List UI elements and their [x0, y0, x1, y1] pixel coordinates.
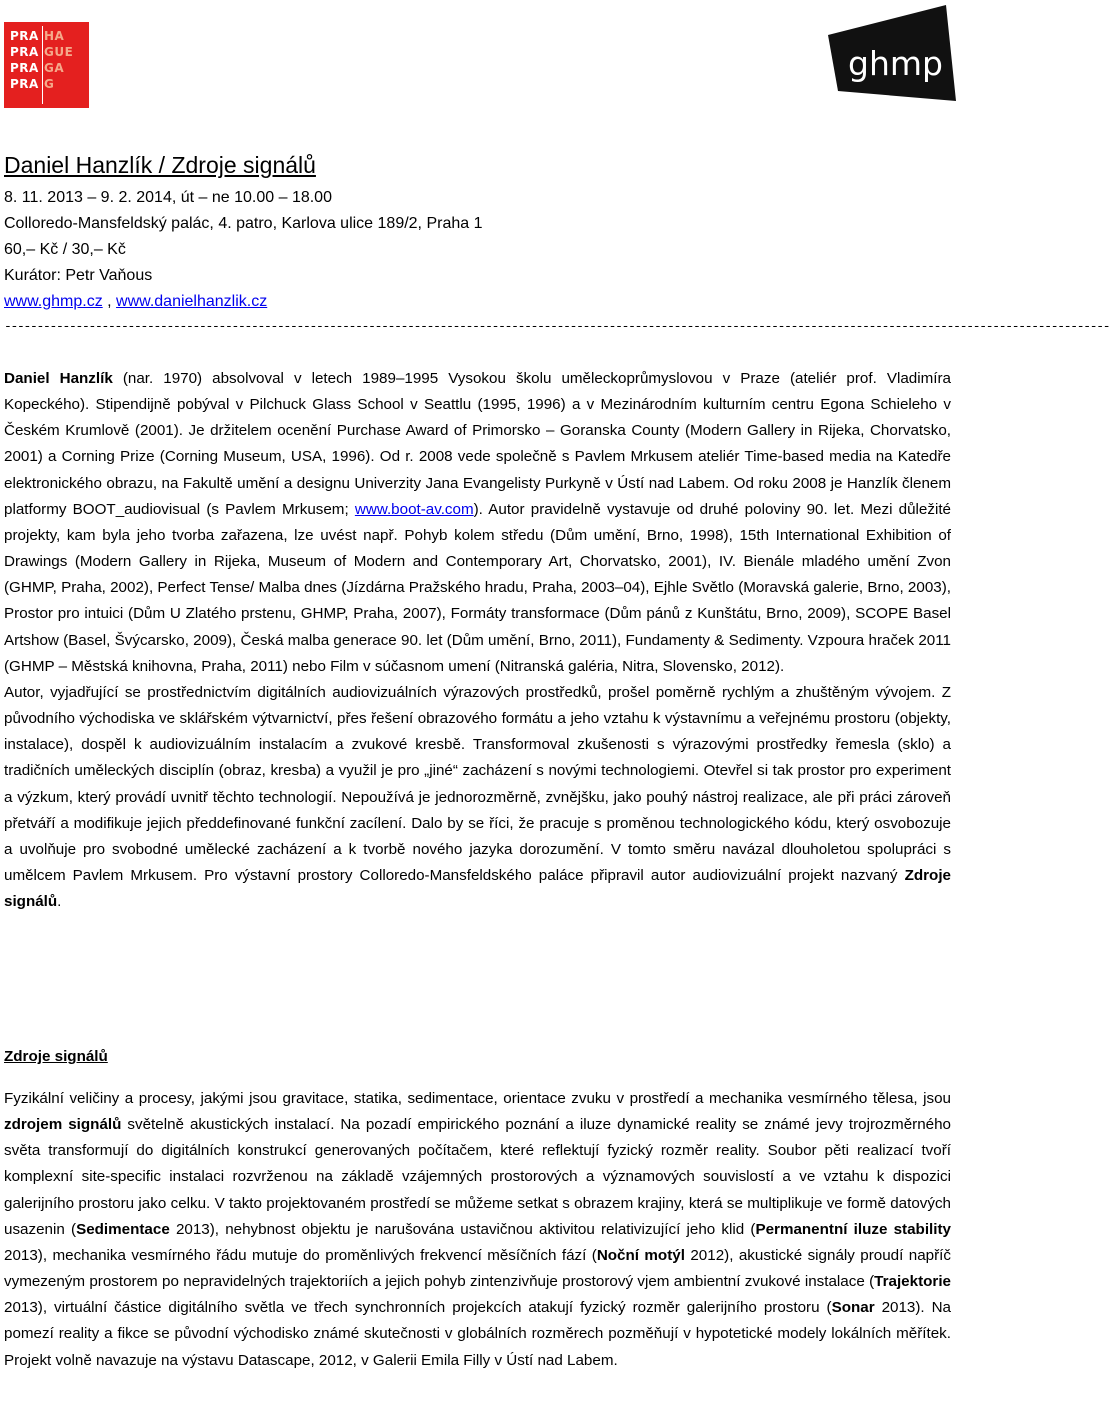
- praha-logo-line: [10, 44, 73, 60]
- praha-logo-line: [10, 28, 73, 44]
- s2-bold-6: Sonar: [831, 1299, 875, 1317]
- section-paragraph: [4, 1086, 951, 1374]
- s2-bold-1: zdrojem signálů: [4, 1116, 122, 1134]
- curator: Kurátor: Petr Vaňous: [4, 267, 153, 284]
- section-zdroje-signalu: [4, 1044, 951, 1374]
- link-separator: ,: [102, 293, 117, 310]
- praha-logo: [4, 22, 89, 108]
- praha-logo-line: [10, 76, 73, 92]
- s2-text-7: 2013). Na pomezí reality a fikce se původní východisko známé skutečnosti v globálních rozměrech pozměňují v hypotetické modely lokálních měřítek. Projekt volně navazuje na výstavu Datascape, 2012, v Galerii Emila Filly v Ústí nad Labem.: [4, 1299, 951, 1369]
- s2-text-2: světelně akustických instalací. Na pozadí empirického poznání a iluze dynamické reality se známé jevy trojrozměrného světa transformují do digitálních konstrukcí generovaných počítačem, které reflektují fyzický rozměr reality. Soubor pěti realizací tvoří komplexní site-specific instalaci rozvrženou na základě vzájemných prostorových a významových souvislostí a ve vztahu k dispozici galerijního prostoru jako celku. V takto projektovaném prostředí se můžeme setkat s obrazem krajiny, která se multiplikuje ve formě datových usazenin (: [4, 1116, 951, 1238]
- s2-bold-2: Sedimentace: [76, 1220, 170, 1238]
- praha-logo-word-right: GA: [44, 61, 65, 75]
- bio-text-1b: ). Autor pravidelně vystavuje od druhé poloviny 90. let. Mezi důležité projekty, kam byla jeho tvorba zařazena, lze uvést např. Pohyb kolem středu (Dům umění, Brno, 1998), 15th International Exhibition of Drawings (Modern Gallery in Rijeka, Museum of Modern and Contemporary Art, Chorvatsko, 2001), IV. Bienále mladého umění Zvon (GHMP, Praha, 2002), Perfect Tense/ Malba dnes (Jízdárna Pražského hradu, Praha, 2003–04), Ejhle Světlo (Moravská galerie, Brno, 2003), Prostor pro intuici (Dům U Zlatého prstenu, GHMP, Praha, 2007), Formáty transformace (Dům pánů z Kunštátu, Brno, 2009), SCOPE Basel Artshow (Basel, Švýcarsko, 2009), Česká malba generace 90. let (Dům umění, Brno, 2011), Fundamenty & Sedimenty. Vzpoura hraček 2011 (GHMP – Městská knihovna, Praha, 2011) nebo Film v súčasnom umení (Nitranská galéria, Nitra, Slovensko, 2012).: [4, 500, 951, 675]
- praha-logo-word-left: PRA: [10, 29, 39, 43]
- project-title-bold: Zdroje signálů: [4, 866, 951, 911]
- section-heading: Zdroje signálů: [4, 1048, 108, 1065]
- bio-text-2a: Autor, vyjadřující se prostřednictvím digitálních audiovizuálních výrazových prostředků, prošel poměrně rychlým a zhuštěným vývojem. Z původního východiska ve sklářském výtvarnictví, přes řešení obrazového formátu a jeho vztahu k výstavnímu a veřejnému prostoru (objekty, instalace), dospěl k audiovizuálním instalacím a zvukové kresbě. Transformoval zkušenosti s výrazovými prostředky řemesla (sklo) a tradičních uměleckých disciplín (obraz, kresba) a využil je pro „jiné“ zacházení s novými technologiemi. Otevřel si tak prostor pro experiment a výzkum, který provádí uvnitř těchto technologií. Nepoužívá je jednorozměrně, zvnějšku, jako pouhý nástroj realizace, ale při práci zároveň přetváří a modifikuje jejich předdefinované funkční zacílení. Dalo by se říci, že pracuje s proměnou technologického kódu, který osvobozuje a uvolňuje pro svobodné umělecké zacházení a k tvorbě nového jazyka dorozumění. V tomto směru navázal dlouholetou spolupráci s umělcem Pavlem Mrkusem. Pro výstavní prostory Colloredo-Mansfeldského paláce připravil autor audiovizuální projekt nazvaný: [4, 683, 951, 884]
- s2-bold-4: Noční motýl: [596, 1246, 685, 1264]
- praha-logo-text: [10, 28, 73, 92]
- links-line: [4, 289, 954, 315]
- praha-logo-line: [10, 60, 73, 76]
- s2-text-1: Fyzikální veličiny a procesy, jakými jsou gravitace, statika, sedimentace, orientace zvuku v prostředí a mechanika vesmírného tělesa, jsou: [4, 1090, 951, 1107]
- ghmp-link[interactable]: www.ghmp.cz: [4, 293, 103, 310]
- header: [4, 152, 1109, 337]
- s2-text-5: 2012), akustické signály proudí napříč vymezeným prostorem po nepravidelných trajektoriích a jejich pohyb zintenzivňuje prostorový vjem ambientní zvukové instalace (: [4, 1246, 951, 1291]
- bio-paragraph-1: [4, 366, 951, 680]
- exhibition-dates: 8. 11. 2013 – 9. 2. 2014, út – ne 10.00 – 18.00: [4, 189, 332, 206]
- artist-name: Daniel Hanzlík: [4, 370, 113, 387]
- praha-logo-word-left: PRA: [10, 77, 39, 91]
- s2-text-6: 2013), virtuální částice digitálního světla ve třech synchronních projekcích atakují fyzický rozměr galerijního prostoru (: [4, 1299, 832, 1317]
- s2-bold-5: Trajektorie: [874, 1273, 951, 1291]
- dashed-divider: --------------------------------------------------------------------------------------------------------------------------------------------------------------------------: [4, 319, 1109, 334]
- praha-logo-word-right: HA: [44, 29, 65, 43]
- danielhanzlik-link[interactable]: www.danielhanzlik.cz: [116, 293, 268, 310]
- bio-paragraph-2: [4, 680, 951, 915]
- artist-bio: [4, 366, 951, 915]
- s2-bold-3: Permanentní iluze stability: [755, 1220, 952, 1238]
- s2-text-3: 2013), nehybnost objektu je narušována ustavičnou aktivitou relativizující jeho klid (: [169, 1220, 756, 1238]
- praha-logo-word-left: PRA: [10, 45, 39, 59]
- praha-logo-word-right: GUE: [44, 45, 74, 59]
- ticket-price: 60,– Kč / 30,– Kč: [4, 241, 126, 258]
- ghmp-logo-icon: [828, 5, 956, 101]
- exhibition-venue: Colloredo-Mansfeldský palác, 4. patro, Karlova ulice 189/2, Praha 1: [4, 215, 483, 232]
- praha-logo-word-right: G: [44, 77, 55, 91]
- bio-text-1a: (nar. 1970) absolvoval v letech 1989–1995 Vysokou školu uměleckoprůmyslovou v Praze (ateliér prof. Vladimíra Kopeckého). Stipendijně pobýval v Pilchuck Glass School v Seattlu (1995, 1996) a v Mezinárodním kulturním centru Egona Schieleho v Českém Krumlově (2001). Je držitelem ocenění Purchase Award of Primorsko – Goranska County (Modern Gallery in Rijeka, Chorvatsko, 2001) a Corning Prize (Corning Museum, USA, 1996). Od r. 2008 vede společně s Pavlem Mrkusem ateliér Time-based media na Katedře elektronického obrazu, na Fakultě umění a designu Univerzity Jana Evangelisty Purkyně v Ústí nad Labem. Od roku 2008 je Hanzlík členem platformy BOOT_audiovisual (s Pavlem Mrkusem;: [4, 370, 951, 518]
- praha-logo-word-left: PRA: [10, 61, 39, 75]
- bio-text-2-end: .: [57, 893, 62, 911]
- boot-av-link[interactable]: www.boot-av.com: [354, 500, 474, 518]
- s2-text-4: 2013), mechanika vesmírného řádu mutuje do proměnlivých frekvencí měsíčních fází (: [4, 1246, 597, 1264]
- ghmp-logo: [828, 5, 956, 101]
- ghmp-logo-text: ghmp: [848, 44, 943, 83]
- page-title: Daniel Hanzlík / Zdroje signálů: [4, 152, 316, 178]
